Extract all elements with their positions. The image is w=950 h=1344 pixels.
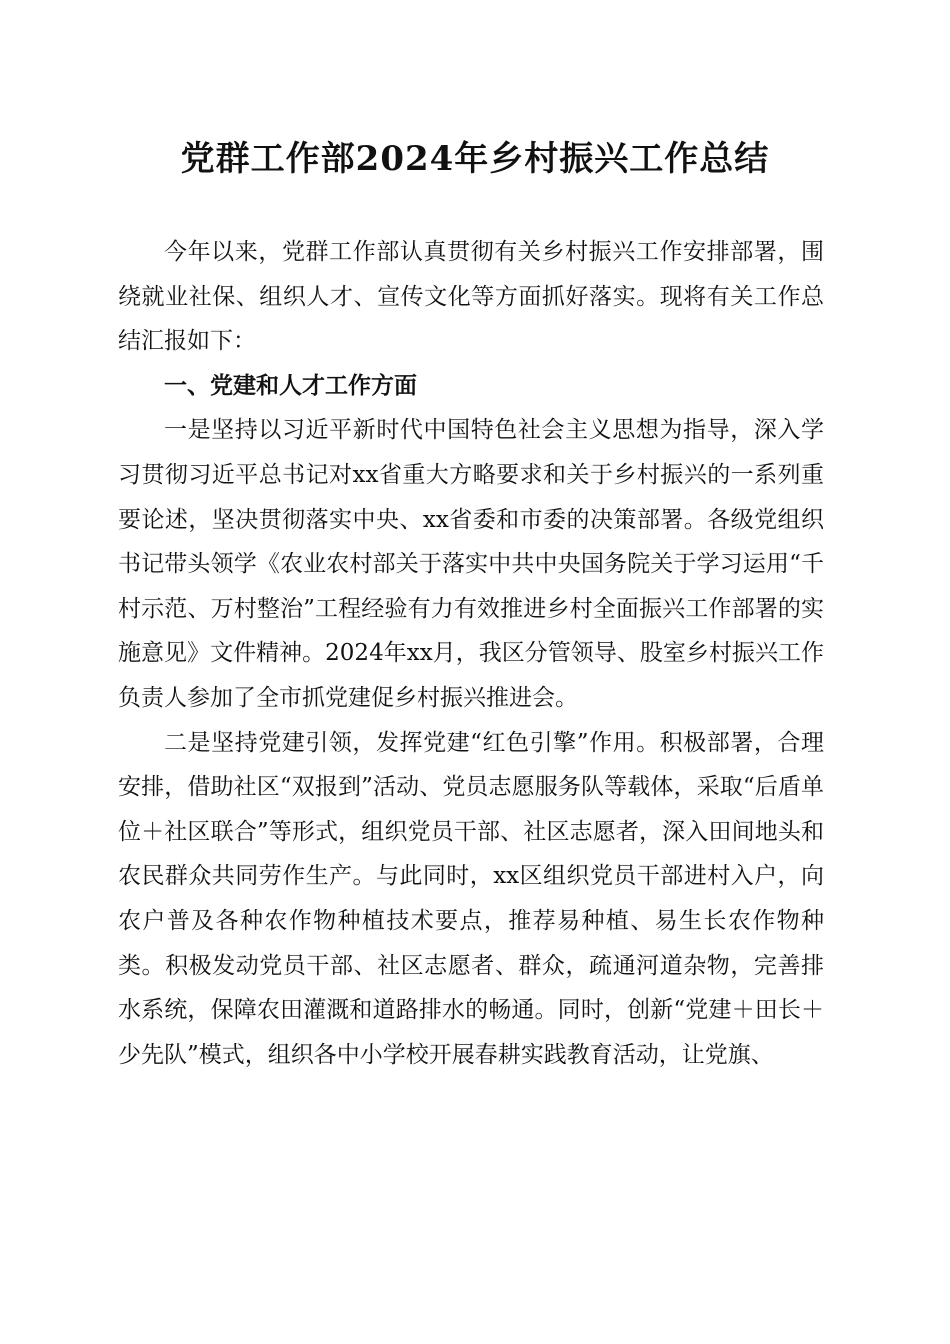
intro-paragraph: 今年以来，党群工作部认真贯彻有关乡村振兴工作安排部署，围绕就业社保、组织人才、宣传文化等方面抓好落实。现将有关工作总结汇报如下： [118,239,824,355]
document-title: 党群工作部2024年乡村振兴工作总结 [180,139,770,179]
body-paragraph-2: 二是坚持党建引领，发挥党建“红色引擎”作用。积极部署，合理安排，借助社区“双报到”活动、党员志愿服务队等载体，采取“后盾单位＋社区联合”等形式，组织党员干部、社区志愿者，深入田间地头和农民群众共同劳作生产。与此同时，xx区组织党员干部进村入户，向农户普及各种农作物种植技术要点，推荐易种植、易生长农作物种类。积极发动党员干部、社区志愿者、群众，疏通河道杂物，完善排水系统，保障农田灌溉和道路排水的畅通。同时，创新“党建＋田长＋少先队”模式，组织各中小学校开展春耕实践教育活动，让党旗、 [118,729,824,1068]
section-heading: 一、党建和人才工作方面 [164,372,417,399]
document-body [118,230,824,1077]
body-paragraph-1: 一是坚持以习近平新时代中国特色社会主义思想为指导，深入学习贯彻习近平总书记对xx省重大方略要求和关于乡村振兴的一系列重要论述，坚决贯彻落实中央、xx省委和市委的决策部署。各级党组织书记带头领学《农业农村部关于落实中共中央国务院关于学习运用“千村示范、万村整治”工程经验有力有效推进乡村全面振兴工作部署的实施意见》文件精神。2024年xx月，我区分管领导、股室乡村振兴工作负责人参加了全市抓党建促乡村振兴推进会。 [118,417,824,711]
